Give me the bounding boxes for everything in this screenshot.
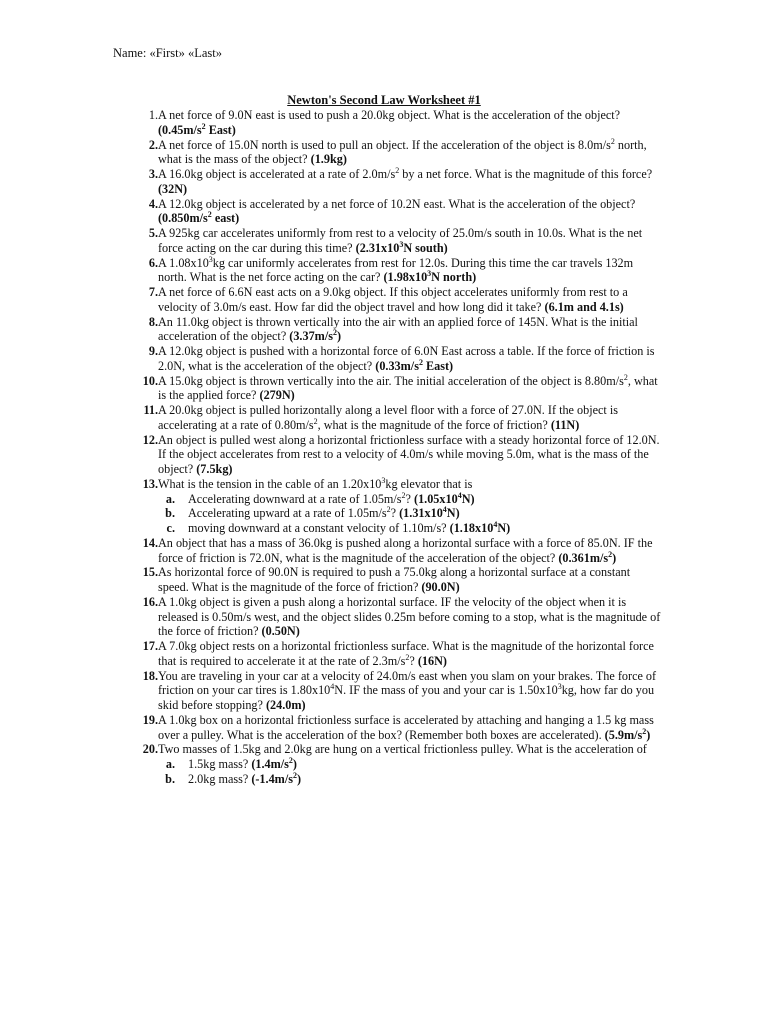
sub-question-letter (143, 772, 188, 787)
question-body (158, 713, 661, 743)
superscript: 3 (427, 269, 432, 279)
sub-question-item (113, 492, 661, 507)
question-number-label: 4. (148, 196, 158, 211)
answer: ) (612, 550, 617, 565)
question-item (113, 197, 661, 227)
question-item (113, 374, 661, 404)
question-text: A 1.0kg box on a horizontal frictionless surface is accelerated by attaching and hanging a 1.5 kg mass over a pulley. What is the acceleration of the box? (Remember both boxes are accelerated). (158, 712, 654, 742)
question-body (158, 374, 661, 404)
question-body (158, 138, 661, 168)
answer: East) (422, 358, 454, 373)
question-body (158, 256, 661, 286)
sub-question-letter (143, 757, 188, 772)
sub-question-letter (143, 506, 188, 521)
answer: (32N) (158, 181, 188, 196)
sub-question-letter (143, 492, 188, 507)
superscript: 2 (623, 372, 628, 382)
superscript: 3 (381, 475, 386, 485)
question-number-label: 19. (142, 712, 158, 727)
sub-question-body (188, 506, 661, 521)
question-number-label: 5. (148, 226, 158, 240)
question-body (158, 344, 661, 374)
superscript: 4 (330, 682, 335, 692)
question-text: N. IF the mass of you and your car is 1.50x10 (334, 683, 558, 698)
question-number-label: 15. (142, 565, 158, 580)
question-text: 1.5kg mass? (188, 757, 252, 771)
name-line: Name: «First» «Last» (113, 46, 223, 60)
answer: N) (461, 491, 475, 506)
question-number (113, 256, 158, 286)
answer: N south) (403, 240, 448, 255)
answer: ($2.31x10^3$ (355, 239, 404, 255)
answer: east) (211, 211, 240, 226)
question-number (113, 639, 158, 669)
sub-question-body (188, 492, 661, 507)
question-body (158, 639, 661, 669)
question-number (113, 226, 158, 256)
question-text: moving downward at a constant velocity of 1.10m/s? (188, 521, 450, 535)
question-item (113, 315, 661, 345)
superscript: 4 (457, 490, 462, 500)
sub-question-letter-label: a. (165, 757, 175, 771)
answer: (279N) (259, 388, 295, 403)
question-body (158, 669, 661, 713)
question-text: kg car uniformly accelerates from rest for 12.0s. During this time the car travels 132m north. What is the net force acting on the car? (158, 255, 634, 285)
question-body (158, 565, 661, 595)
question-text: An object that has a mass of 36.0kg is pushed along a horizontal surface with a force of 85.0N. IF the force of friction is 72.0N, what is the magnitude of the acceleration of the object? (158, 535, 653, 565)
superscript: 2 (386, 505, 391, 515)
answer: ($-1.4m/s^2$ (251, 770, 297, 786)
question-item (113, 639, 661, 669)
answer: (24.0m) (265, 698, 306, 712)
answer: ($1.98x10^3$ (383, 269, 432, 285)
question-text: A 7.0kg object rests on a horizontal frictionless surface. What is the magnitude of the horizontal force that is required to accelerate it at the rate of 2.3m/s (158, 639, 654, 668)
answer: ($1.05x10^4$ (414, 490, 462, 506)
superscript: 3 (557, 682, 562, 692)
question-text: As horizontal force of 90.0N is required to push a 75.0kg along a horizontal surface at a constant speed. What is the magnitude of the force of friction? (158, 565, 631, 594)
question-number (113, 167, 158, 197)
question-number (113, 197, 158, 227)
question-item (113, 669, 661, 713)
question-number-label: 8. (148, 314, 158, 329)
question-text: , what is the applied force? (158, 373, 658, 403)
question-number (113, 536, 158, 566)
question-number-label: 12. (142, 432, 158, 447)
question-body (158, 197, 661, 227)
question-number (113, 477, 158, 492)
question-number-label: 16. (142, 594, 158, 609)
superscript: 2 (292, 770, 297, 780)
superscript: 2 (608, 549, 613, 559)
answer: ) (646, 727, 651, 742)
question-number (113, 713, 158, 743)
question-number (113, 374, 158, 404)
question-body (158, 108, 661, 138)
question-body (158, 595, 661, 639)
answer: (0.50N) (261, 624, 300, 639)
question-text: Two masses of 1.5kg and 2.0kg are hung on a vertical frictionless pulley. What is the acceleration of (158, 742, 647, 757)
question-body (158, 477, 661, 492)
question-text: Accelerating downward at a rate of 1.05m/s (188, 491, 402, 506)
question-number-label: 20. (142, 742, 158, 757)
question-item (113, 138, 661, 168)
question-body (158, 536, 661, 566)
question-text: A 1.08x10 (158, 255, 209, 270)
question-text: An object is pulled west along a horizontal frictionless surface with a steady horizontal force of 12.0N. If the object accelerates from rest to a velocity of 4.0m/s while moving 5.0m, what is the mass of the object? (158, 432, 660, 476)
answer: (90.0N) (421, 580, 460, 594)
sub-question-letter-label: b. (165, 771, 175, 786)
question-text: A net force of 9.0N east is used to push a 20.0kg object. What is the acceleration of the object? (158, 108, 621, 122)
sub-question-item (113, 506, 661, 521)
superscript: 2 (201, 121, 206, 131)
question-number (113, 669, 158, 713)
superscript: 2 (207, 210, 212, 220)
question-text: A 12.0kg object is accelerated by a net force of 10.2N east. What is the acceleration of the object? (158, 196, 636, 211)
question-number (113, 433, 158, 477)
answer: ($0.361m/s^2$ (558, 549, 613, 565)
question-number (113, 344, 158, 374)
question-number-label: 17. (142, 639, 158, 653)
question-text: A 16.0kg object is accelerated at a rate of 2.0m/s (158, 167, 396, 181)
superscript: 2 (395, 165, 400, 175)
answer: ) (336, 329, 342, 344)
sub-question-body (188, 757, 661, 772)
question-item (113, 344, 661, 374)
question-text: ? (390, 506, 400, 521)
question-number (113, 595, 158, 639)
sub-question-item (113, 757, 661, 772)
question-number (113, 315, 158, 345)
question-text: 2.0kg mass? (188, 771, 252, 786)
question-number (113, 403, 158, 433)
question-text: north, what is the mass of the object? (158, 137, 647, 167)
question-list (113, 108, 661, 787)
superscript: 4 (493, 519, 498, 529)
question-body (158, 742, 661, 757)
question-text: An 11.0kg object is thrown vertically into the air with an applied force of 145N. What is the initial acceleration of the object? (158, 314, 638, 344)
question-item (113, 285, 661, 315)
question-text: kg elevator that is (385, 476, 473, 491)
sub-question-letter-label: a. (165, 491, 175, 506)
question-text: , what is the magnitude of the force of friction? (317, 417, 551, 432)
answer: N) (446, 506, 460, 521)
question-body (158, 226, 661, 256)
superscript: 2 (610, 136, 615, 146)
worksheet-title: Newton's Second Law Worksheet #1 (287, 93, 481, 107)
question-number (113, 742, 158, 757)
superscript: 2 (405, 652, 410, 662)
answer: ($3.37m/s^2$ (289, 328, 337, 344)
sub-question-letter-label: b. (165, 506, 175, 521)
question-item (113, 108, 661, 138)
answer: (11N) (550, 417, 580, 432)
question-item (113, 595, 661, 639)
answer: (16N) (417, 653, 447, 668)
question-number (113, 565, 158, 595)
question-text: What is the tension in the cable of an 1.20x10 (158, 476, 382, 491)
question-text: A 1.0kg object is given a push along a horizontal surface. IF the velocity of the object when it is released is 0.50m/s west, and the object slides 0.25m before coming to a stop, what is the magnitude of the force of friction? (158, 594, 661, 639)
answer: (6.1m and 4.1s) (544, 299, 624, 314)
question-item (113, 433, 661, 477)
question-item (113, 713, 661, 743)
question-text: A 15.0kg object is thrown vertically into the air. The initial acceleration of the object is 8.80m/s (158, 373, 624, 388)
question-item (113, 403, 661, 433)
question-number-label: 11. (143, 403, 158, 417)
question-text: A 12.0kg object is pushed with a horizontal force of 6.0N East across a table. If the force of friction is 2.0N, what is the acceleration of the object? (158, 344, 655, 373)
question-number (113, 285, 158, 315)
sub-question-item (113, 521, 661, 536)
superscript: 2 (332, 328, 337, 338)
sub-question-item (113, 772, 661, 787)
question-item (113, 477, 661, 492)
question-text: You are traveling in your car at a velocity of 24.0m/s east when you slam on your brakes. The force of friction on your car tires is 1.80x10 (158, 668, 657, 698)
sub-question-letter-label: c. (166, 521, 175, 535)
question-text: A net force of 15.0N north is used to pull an object. If the acceleration of the object is 8.0m/s (158, 137, 611, 152)
question-number (113, 138, 158, 168)
question-number-label: 10. (142, 373, 158, 388)
question-body (158, 403, 661, 433)
answer: N) (497, 521, 511, 535)
superscript: 4 (442, 505, 447, 515)
question-number-label: 9. (148, 344, 158, 358)
superscript: 2 (418, 357, 423, 367)
question-body (158, 315, 661, 345)
question-text: A 20.0kg object is pulled horizontally along a level floor with a force of 27.0N. If the object is accelerating at a rate of 0.80m/s (158, 403, 618, 432)
question-item (113, 226, 661, 256)
question-item (113, 565, 661, 595)
answer: (7.5kg) (196, 462, 233, 476)
question-item (113, 167, 661, 197)
question-number-label: 3. (148, 167, 158, 181)
answer: (1.9kg) (310, 152, 347, 167)
answer: ($1.4m/s^2$ (251, 755, 293, 771)
question-text: kg, how far do you skid before stopping? (158, 683, 655, 712)
question-body (158, 433, 661, 477)
question-number-label: 2. (148, 137, 158, 152)
superscript: 2 (642, 726, 647, 736)
question-number-label: 14. (142, 535, 158, 550)
question-item (113, 256, 661, 286)
question-text: A 925kg car accelerates uniformly from rest to a velocity of 25.0m/s south in 10.0s. What is the net force acting on the car during this time? (158, 226, 643, 255)
question-number-label: 7. (148, 285, 158, 299)
question-text: Accelerating upward at a rate of 1.05m/s (188, 506, 387, 521)
sub-question-body (188, 521, 661, 536)
question-text: ? (405, 491, 415, 506)
question-text: ? (409, 653, 418, 668)
question-number (113, 108, 158, 138)
answer: ($0.850m/s^2$ (158, 210, 212, 226)
answer: ($0.45m/s^2$ East) (158, 121, 236, 137)
question-text: A net force of 6.6N east acts on a 9.0kg object. If this object accelerates uniformly from rest to a velocity of 3.0m/s east. How far did the object travel and how long did it take? (158, 285, 628, 314)
answer: ) (292, 757, 297, 771)
sub-question-letter (143, 521, 188, 536)
superscript: 2 (313, 416, 318, 426)
superscript: 3 (208, 254, 213, 264)
question-item (113, 742, 661, 757)
question-number-label: 6. (148, 255, 158, 270)
question-number-label: 18. (142, 668, 158, 683)
superscript: 2 (288, 755, 293, 765)
superscript: 3 (399, 239, 404, 249)
answer: ($1.18x10^4$ (449, 519, 498, 535)
question-number-label: 13. (142, 476, 158, 491)
question-text: by a net force. What is the magnitude of this force? (399, 167, 653, 181)
question-body (158, 167, 661, 197)
question-body (158, 285, 661, 315)
superscript: 2 (401, 490, 406, 500)
sub-question-body (188, 772, 661, 787)
answer: ) (296, 771, 302, 786)
answer: ($1.31x10^4$ (399, 505, 447, 521)
question-number-label: 1. (148, 108, 158, 122)
question-item (113, 536, 661, 566)
answer: ($0.33m/s^2$ (375, 357, 423, 373)
answer: N north) (431, 270, 477, 285)
answer: ($5.9m/s^2$ (604, 726, 647, 742)
